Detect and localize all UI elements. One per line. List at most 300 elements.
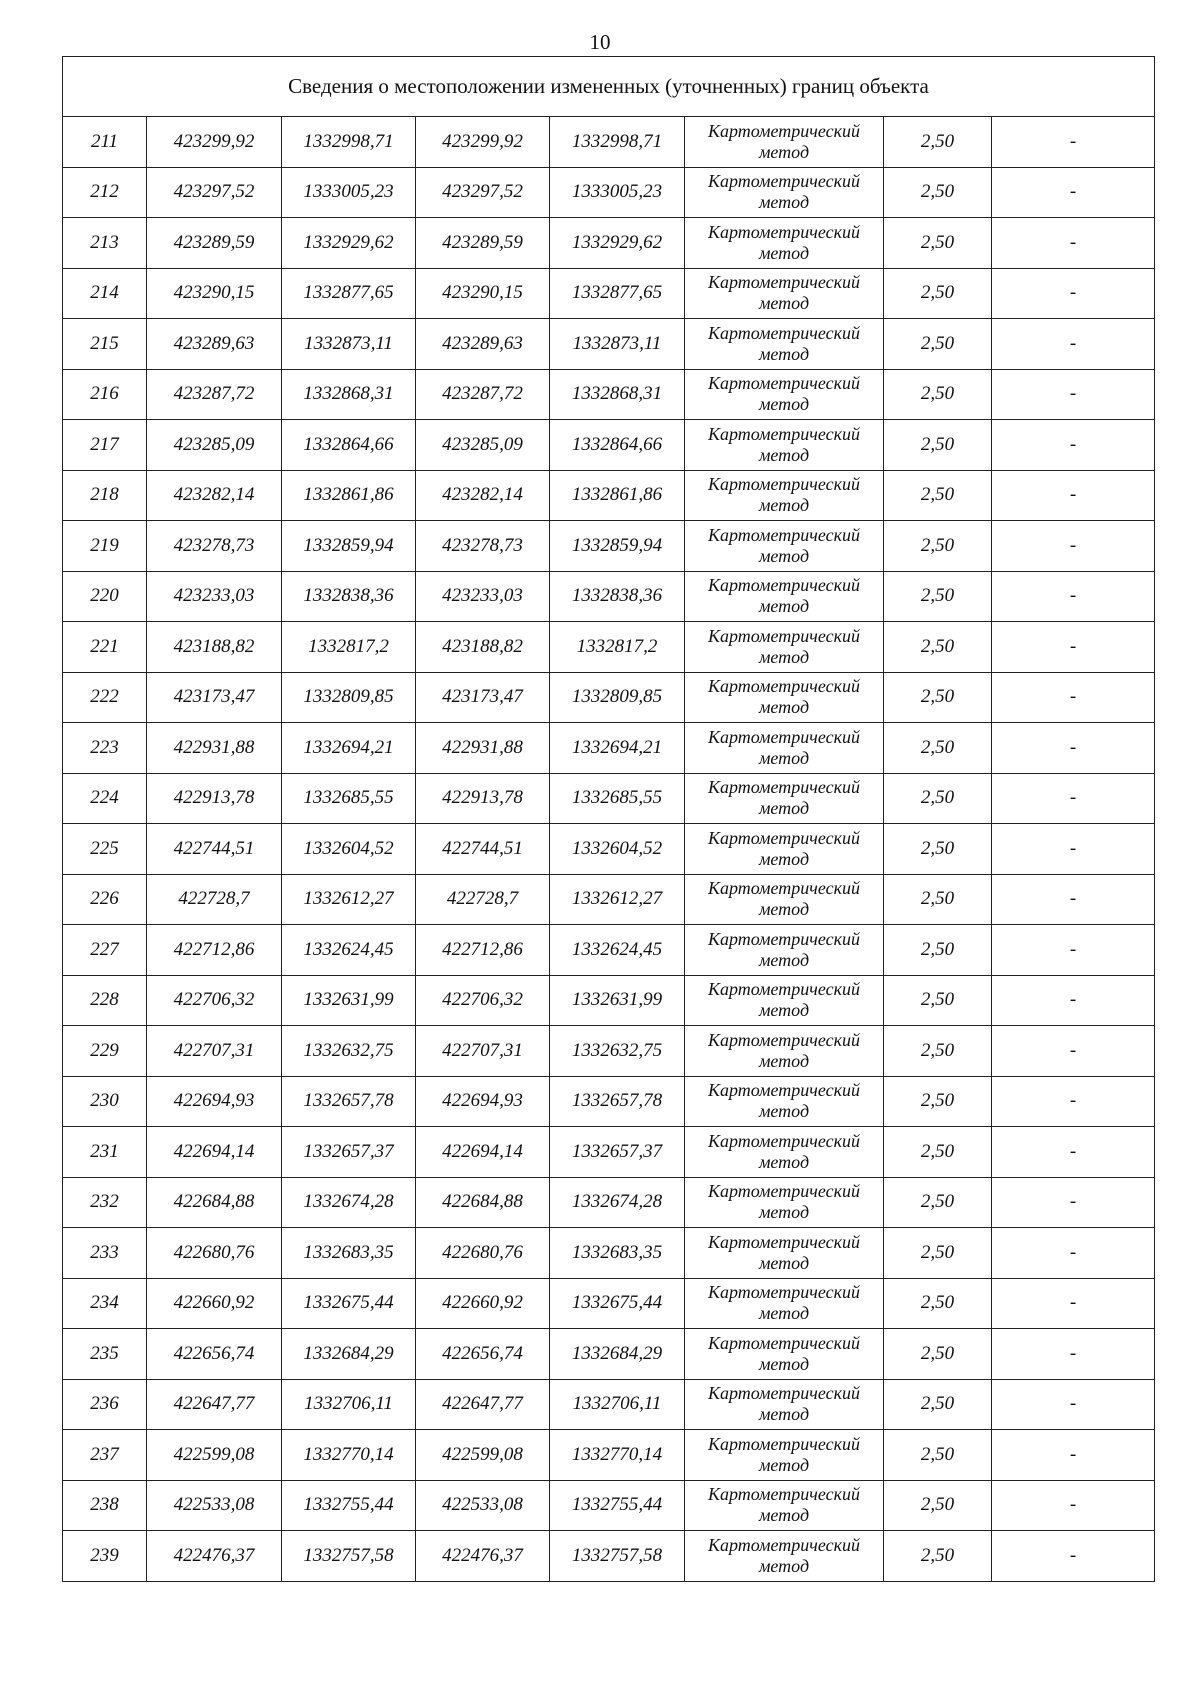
existing-x-cell: 422744,51 — [147, 824, 282, 875]
accuracy-cell: 2,50 — [884, 672, 992, 723]
table-row — [63, 117, 1155, 168]
table-row — [63, 319, 1155, 370]
method-cell — [685, 874, 884, 925]
method-cell — [685, 571, 884, 622]
table-row — [63, 723, 1155, 774]
point-number-cell: 233 — [63, 1228, 147, 1279]
existing-x-cell: 422660,92 — [147, 1278, 282, 1329]
method-line-1: Картометрический — [707, 1433, 860, 1454]
note-cell: - — [992, 874, 1155, 925]
existing-y-cell: 1332657,78 — [282, 1076, 416, 1127]
refined-x-cell: 422707,31 — [416, 1026, 550, 1077]
table-row — [63, 874, 1155, 925]
existing-x-cell: 423282,14 — [147, 470, 282, 521]
method-line-2: метод — [758, 949, 810, 970]
accuracy-cell: 2,50 — [884, 369, 992, 420]
accuracy-cell: 2,50 — [884, 622, 992, 673]
accuracy-cell: 2,50 — [884, 521, 992, 572]
method-cell — [685, 1076, 884, 1127]
existing-x-cell: 423297,52 — [147, 167, 282, 218]
method-line-1: Картометрический — [707, 171, 860, 192]
refined-x-cell: 422680,76 — [416, 1228, 550, 1279]
note-cell: - — [992, 824, 1155, 875]
point-number-cell: 229 — [63, 1026, 147, 1077]
existing-y-cell: 1332684,29 — [282, 1329, 416, 1380]
refined-y-cell: 1332877,65 — [550, 268, 685, 319]
point-number-cell: 234 — [63, 1278, 147, 1329]
refined-x-cell: 423290,15 — [416, 268, 550, 319]
existing-x-cell: 422712,86 — [147, 925, 282, 976]
method-line-1: Картометрический — [707, 1383, 860, 1404]
point-number-cell: 217 — [63, 420, 147, 471]
method-line-1: Картометрический — [707, 120, 860, 141]
table-row — [63, 420, 1155, 471]
method-line-1: Картометрический — [707, 979, 860, 1000]
table-row — [63, 470, 1155, 521]
table-row — [63, 1228, 1155, 1279]
refined-x-cell: 423282,14 — [416, 470, 550, 521]
refined-y-cell: 1332657,37 — [550, 1127, 685, 1178]
point-number-cell: 236 — [63, 1379, 147, 1430]
method-cell — [685, 1430, 884, 1481]
table-row — [63, 773, 1155, 824]
existing-x-cell: 423278,73 — [147, 521, 282, 572]
accuracy-cell: 2,50 — [884, 268, 992, 319]
existing-y-cell: 1332685,55 — [282, 773, 416, 824]
table-row — [63, 1329, 1155, 1380]
accuracy-cell: 2,50 — [884, 1228, 992, 1279]
table-row — [63, 925, 1155, 976]
refined-x-cell: 422660,92 — [416, 1278, 550, 1329]
accuracy-cell: 2,50 — [884, 1531, 992, 1582]
method-line-2: метод — [758, 1353, 810, 1374]
note-cell: - — [992, 1228, 1155, 1279]
method-line-2: метод — [758, 747, 810, 768]
method-line-2: метод — [758, 444, 810, 465]
method-cell — [685, 470, 884, 521]
method-line-1: Картометрический — [707, 928, 860, 949]
method-line-2: метод — [758, 242, 810, 263]
existing-y-cell: 1332877,65 — [282, 268, 416, 319]
method-cell — [685, 1127, 884, 1178]
table-row — [63, 1480, 1155, 1531]
refined-x-cell: 423285,09 — [416, 420, 550, 471]
accuracy-cell: 2,50 — [884, 773, 992, 824]
refined-x-cell: 422706,32 — [416, 975, 550, 1026]
method-line-1: Картометрический — [707, 373, 860, 394]
point-number-cell: 218 — [63, 470, 147, 521]
method-line-1: Картометрический — [707, 1534, 860, 1555]
refined-x-cell: 422656,74 — [416, 1329, 550, 1380]
point-number-cell: 212 — [63, 167, 147, 218]
note-cell: - — [992, 218, 1155, 269]
accuracy-cell: 2,50 — [884, 1480, 992, 1531]
existing-x-cell: 422680,76 — [147, 1228, 282, 1279]
existing-x-cell: 423173,47 — [147, 672, 282, 723]
method-line-1: Картометрический — [707, 676, 860, 697]
point-number-cell: 221 — [63, 622, 147, 673]
method-cell — [685, 1177, 884, 1228]
note-cell: - — [992, 1076, 1155, 1127]
point-number-cell: 226 — [63, 874, 147, 925]
note-cell: - — [992, 1177, 1155, 1228]
existing-y-cell: 1332675,44 — [282, 1278, 416, 1329]
method-line-2: метод — [758, 495, 810, 516]
table-row — [63, 1026, 1155, 1077]
method-line-2: метод — [758, 1151, 810, 1172]
accuracy-cell: 2,50 — [884, 975, 992, 1026]
boundary-coordinates-table — [62, 56, 1155, 1582]
existing-y-cell: 1332755,44 — [282, 1480, 416, 1531]
refined-y-cell: 1332998,71 — [550, 117, 685, 168]
existing-x-cell: 422647,77 — [147, 1379, 282, 1430]
note-cell: - — [992, 1379, 1155, 1430]
method-cell — [685, 773, 884, 824]
existing-y-cell: 1332864,66 — [282, 420, 416, 471]
existing-x-cell: 422913,78 — [147, 773, 282, 824]
method-line-2: метод — [758, 343, 810, 364]
refined-y-cell: 1332657,78 — [550, 1076, 685, 1127]
accuracy-cell: 2,50 — [884, 218, 992, 269]
method-line-1: Картометрический — [707, 474, 860, 495]
refined-x-cell: 422533,08 — [416, 1480, 550, 1531]
method-line-1: Картометрический — [707, 575, 860, 596]
method-line-1: Картометрический — [707, 625, 860, 646]
refined-x-cell: 422694,14 — [416, 1127, 550, 1178]
table-row — [63, 1076, 1155, 1127]
method-cell — [685, 218, 884, 269]
refined-y-cell: 1332873,11 — [550, 319, 685, 370]
method-line-2: метод — [758, 899, 810, 920]
refined-y-cell: 1332809,85 — [550, 672, 685, 723]
note-cell: - — [992, 571, 1155, 622]
existing-x-cell: 422728,7 — [147, 874, 282, 925]
refined-x-cell: 422744,51 — [416, 824, 550, 875]
note-cell: - — [992, 319, 1155, 370]
accuracy-cell: 2,50 — [884, 1379, 992, 1430]
method-line-1: Картометрический — [707, 1181, 860, 1202]
existing-x-cell: 422931,88 — [147, 723, 282, 774]
existing-y-cell: 1332694,21 — [282, 723, 416, 774]
method-line-2: метод — [758, 1050, 810, 1071]
point-number-cell: 230 — [63, 1076, 147, 1127]
note-cell: - — [992, 420, 1155, 471]
method-cell — [685, 117, 884, 168]
accuracy-cell: 2,50 — [884, 470, 992, 521]
table-row — [63, 167, 1155, 218]
refined-x-cell: 422728,7 — [416, 874, 550, 925]
table-row — [63, 824, 1155, 875]
refined-y-cell: 1332685,55 — [550, 773, 685, 824]
refined-y-cell: 1332757,58 — [550, 1531, 685, 1582]
refined-y-cell: 1332706,11 — [550, 1379, 685, 1430]
refined-x-cell: 423299,92 — [416, 117, 550, 168]
refined-x-cell: 423297,52 — [416, 167, 550, 218]
method-cell — [685, 1379, 884, 1430]
existing-y-cell: 1332683,35 — [282, 1228, 416, 1279]
existing-y-cell: 1332859,94 — [282, 521, 416, 572]
refined-y-cell: 1332755,44 — [550, 1480, 685, 1531]
refined-x-cell: 422931,88 — [416, 723, 550, 774]
method-line-2: метод — [758, 848, 810, 869]
method-line-2: метод — [758, 545, 810, 566]
point-number-cell: 235 — [63, 1329, 147, 1380]
note-cell: - — [992, 117, 1155, 168]
existing-y-cell: 1332612,27 — [282, 874, 416, 925]
accuracy-cell: 2,50 — [884, 1329, 992, 1380]
existing-y-cell: 1332770,14 — [282, 1430, 416, 1481]
method-line-2: метод — [758, 646, 810, 667]
existing-y-cell: 1332809,85 — [282, 672, 416, 723]
accuracy-cell: 2,50 — [884, 723, 992, 774]
method-cell — [685, 723, 884, 774]
method-line-2: метод — [758, 1555, 810, 1576]
note-cell: - — [992, 470, 1155, 521]
refined-y-cell: 1332684,29 — [550, 1329, 685, 1380]
existing-y-cell: 1332632,75 — [282, 1026, 416, 1077]
table-row — [63, 975, 1155, 1026]
note-cell: - — [992, 773, 1155, 824]
accuracy-cell: 2,50 — [884, 925, 992, 976]
method-line-2: метод — [758, 394, 810, 415]
point-number-cell: 225 — [63, 824, 147, 875]
method-line-2: метод — [758, 596, 810, 617]
refined-y-cell: 1332604,52 — [550, 824, 685, 875]
table-body — [63, 57, 1155, 1582]
method-cell — [685, 521, 884, 572]
refined-x-cell: 422913,78 — [416, 773, 550, 824]
method-cell — [685, 420, 884, 471]
refined-y-cell: 1333005,23 — [550, 167, 685, 218]
refined-x-cell: 422712,86 — [416, 925, 550, 976]
page-number: 10 — [589, 30, 611, 54]
method-line-1: Картометрический — [707, 1484, 860, 1505]
refined-y-cell: 1332675,44 — [550, 1278, 685, 1329]
point-number-cell: 223 — [63, 723, 147, 774]
method-line-1: Картометрический — [707, 726, 860, 747]
table-row — [63, 218, 1155, 269]
method-line-1: Картометрический — [707, 827, 860, 848]
existing-x-cell: 423299,92 — [147, 117, 282, 168]
existing-y-cell: 1332868,31 — [282, 369, 416, 420]
existing-y-cell: 1332838,36 — [282, 571, 416, 622]
point-number-cell: 222 — [63, 672, 147, 723]
existing-x-cell: 422599,08 — [147, 1430, 282, 1481]
point-number-cell: 216 — [63, 369, 147, 420]
accuracy-cell: 2,50 — [884, 824, 992, 875]
refined-x-cell: 423233,03 — [416, 571, 550, 622]
method-line-2: метод — [758, 1000, 810, 1021]
existing-y-cell: 1332624,45 — [282, 925, 416, 976]
refined-y-cell: 1332632,75 — [550, 1026, 685, 1077]
existing-y-cell: 1332817,2 — [282, 622, 416, 673]
existing-x-cell: 423287,72 — [147, 369, 282, 420]
method-line-1: Картометрический — [707, 1282, 860, 1303]
refined-y-cell: 1332838,36 — [550, 571, 685, 622]
method-line-2: метод — [758, 1101, 810, 1122]
note-cell: - — [992, 268, 1155, 319]
existing-x-cell: 423290,15 — [147, 268, 282, 319]
method-line-1: Картометрический — [707, 1332, 860, 1353]
method-line-2: метод — [758, 192, 810, 213]
point-number-cell: 227 — [63, 925, 147, 976]
refined-y-cell: 1332631,99 — [550, 975, 685, 1026]
refined-y-cell: 1332612,27 — [550, 874, 685, 925]
refined-x-cell: 422599,08 — [416, 1430, 550, 1481]
table-row — [63, 521, 1155, 572]
note-cell: - — [992, 622, 1155, 673]
method-line-1: Картометрический — [707, 1231, 860, 1252]
existing-x-cell: 422533,08 — [147, 1480, 282, 1531]
method-line-2: метод — [758, 1202, 810, 1223]
method-cell — [685, 824, 884, 875]
existing-y-cell: 1332657,37 — [282, 1127, 416, 1178]
point-number-cell: 239 — [63, 1531, 147, 1582]
accuracy-cell: 2,50 — [884, 571, 992, 622]
existing-x-cell: 422707,31 — [147, 1026, 282, 1077]
refined-x-cell: 423278,73 — [416, 521, 550, 572]
point-number-cell: 219 — [63, 521, 147, 572]
accuracy-cell: 2,50 — [884, 1278, 992, 1329]
refined-y-cell: 1332674,28 — [550, 1177, 685, 1228]
point-number-cell: 232 — [63, 1177, 147, 1228]
point-number-cell: 231 — [63, 1127, 147, 1178]
existing-x-cell: 423188,82 — [147, 622, 282, 673]
point-number-cell: 215 — [63, 319, 147, 370]
refined-y-cell: 1332694,21 — [550, 723, 685, 774]
note-cell: - — [992, 1480, 1155, 1531]
method-cell — [685, 1480, 884, 1531]
accuracy-cell: 2,50 — [884, 420, 992, 471]
existing-y-cell: 1333005,23 — [282, 167, 416, 218]
note-cell: - — [992, 1531, 1155, 1582]
refined-x-cell: 423289,59 — [416, 218, 550, 269]
method-cell — [685, 672, 884, 723]
method-cell — [685, 975, 884, 1026]
existing-y-cell: 1332604,52 — [282, 824, 416, 875]
table-row — [63, 1278, 1155, 1329]
existing-y-cell: 1332674,28 — [282, 1177, 416, 1228]
point-number-cell: 214 — [63, 268, 147, 319]
refined-x-cell: 422694,93 — [416, 1076, 550, 1127]
point-number-cell: 228 — [63, 975, 147, 1026]
method-cell — [685, 167, 884, 218]
note-cell: - — [992, 521, 1155, 572]
refined-y-cell: 1332861,86 — [550, 470, 685, 521]
existing-y-cell: 1332998,71 — [282, 117, 416, 168]
note-cell: - — [992, 1026, 1155, 1077]
accuracy-cell: 2,50 — [884, 1026, 992, 1077]
accuracy-cell: 2,50 — [884, 319, 992, 370]
refined-y-cell: 1332868,31 — [550, 369, 685, 420]
refined-x-cell: 423188,82 — [416, 622, 550, 673]
refined-y-cell: 1332929,62 — [550, 218, 685, 269]
method-line-1: Картометрический — [707, 777, 860, 798]
existing-y-cell: 1332929,62 — [282, 218, 416, 269]
accuracy-cell: 2,50 — [884, 1076, 992, 1127]
accuracy-cell: 2,50 — [884, 874, 992, 925]
refined-y-cell: 1332817,2 — [550, 622, 685, 673]
existing-y-cell: 1332631,99 — [282, 975, 416, 1026]
method-cell — [685, 369, 884, 420]
method-line-1: Картометрический — [707, 878, 860, 899]
note-cell: - — [992, 1127, 1155, 1178]
method-line-2: метод — [758, 697, 810, 718]
existing-x-cell: 422694,14 — [147, 1127, 282, 1178]
existing-x-cell: 423285,09 — [147, 420, 282, 471]
method-line-1: Картометрический — [707, 272, 860, 293]
accuracy-cell: 2,50 — [884, 1177, 992, 1228]
table-row — [63, 1127, 1155, 1178]
note-cell: - — [992, 1278, 1155, 1329]
point-number-cell: 238 — [63, 1480, 147, 1531]
existing-x-cell: 422656,74 — [147, 1329, 282, 1380]
method-cell — [685, 1026, 884, 1077]
refined-x-cell: 422647,77 — [416, 1379, 550, 1430]
method-cell — [685, 1329, 884, 1380]
note-cell: - — [992, 672, 1155, 723]
note-cell: - — [992, 975, 1155, 1026]
existing-x-cell: 422684,88 — [147, 1177, 282, 1228]
refined-y-cell: 1332864,66 — [550, 420, 685, 471]
method-line-1: Картометрический — [707, 524, 860, 545]
point-number-cell: 237 — [63, 1430, 147, 1481]
table-row — [63, 571, 1155, 622]
method-line-2: метод — [758, 1404, 810, 1425]
accuracy-cell: 2,50 — [884, 167, 992, 218]
table-row — [63, 1177, 1155, 1228]
table-row — [63, 1531, 1155, 1582]
existing-x-cell: 423289,63 — [147, 319, 282, 370]
accuracy-cell: 2,50 — [884, 117, 992, 168]
table-row — [63, 268, 1155, 319]
method-cell — [685, 268, 884, 319]
refined-y-cell: 1332859,94 — [550, 521, 685, 572]
refined-x-cell: 422476,37 — [416, 1531, 550, 1582]
table-row — [63, 622, 1155, 673]
refined-x-cell: 422684,88 — [416, 1177, 550, 1228]
method-line-2: метод — [758, 1303, 810, 1324]
table-row — [63, 369, 1155, 420]
refined-y-cell: 1332624,45 — [550, 925, 685, 976]
table-row — [63, 672, 1155, 723]
note-cell: - — [992, 723, 1155, 774]
method-cell — [685, 622, 884, 673]
method-line-2: метод — [758, 1252, 810, 1273]
method-line-1: Картометрический — [707, 423, 860, 444]
existing-x-cell: 422706,32 — [147, 975, 282, 1026]
refined-x-cell: 423173,47 — [416, 672, 550, 723]
method-line-2: метод — [758, 1505, 810, 1526]
method-line-2: метод — [758, 141, 810, 162]
existing-x-cell: 423233,03 — [147, 571, 282, 622]
note-cell: - — [992, 1329, 1155, 1380]
existing-y-cell: 1332861,86 — [282, 470, 416, 521]
method-line-2: метод — [758, 293, 810, 314]
table-title-row — [63, 57, 1155, 117]
existing-x-cell: 422476,37 — [147, 1531, 282, 1582]
existing-x-cell: 422694,93 — [147, 1076, 282, 1127]
table-title: Сведения о местоположении измененных (уточненных) границ объекта — [63, 57, 1155, 117]
table-row — [63, 1379, 1155, 1430]
existing-x-cell: 423289,59 — [147, 218, 282, 269]
note-cell: - — [992, 369, 1155, 420]
refined-y-cell: 1332770,14 — [550, 1430, 685, 1481]
existing-y-cell: 1332873,11 — [282, 319, 416, 370]
method-line-1: Картометрический — [707, 221, 860, 242]
method-cell — [685, 319, 884, 370]
existing-y-cell: 1332757,58 — [282, 1531, 416, 1582]
